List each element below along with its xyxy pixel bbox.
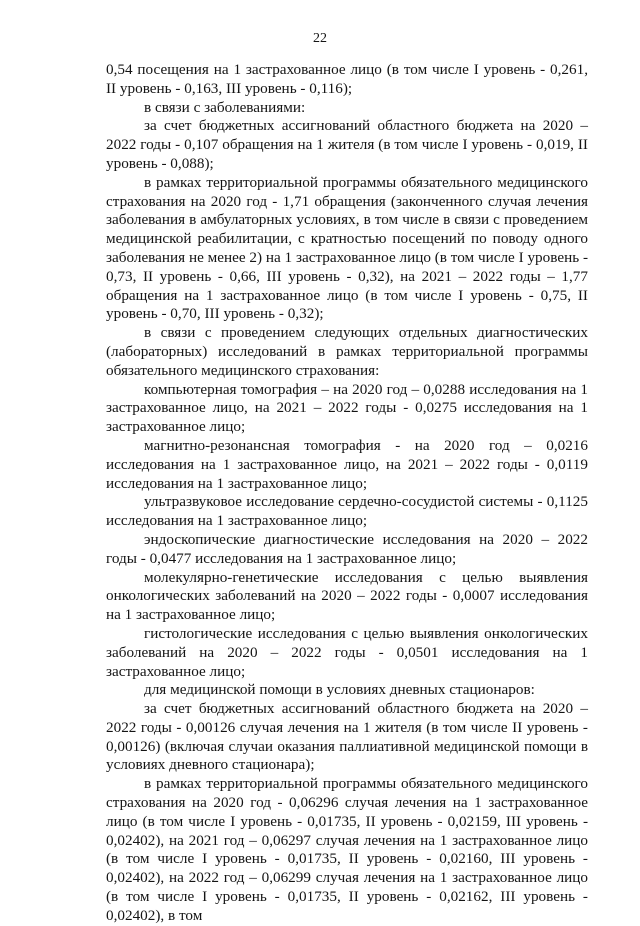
- paragraph-3: за счет бюджетных ассигнований областного бюджета на 2020 – 2022 годы - 0,107 обращения на 1 жителя (в том числе I уровень - 0,019, II уровень - 0,088);: [106, 117, 588, 172]
- paragraph-1: 0,54 посещения на 1 застрахованное лицо (в том числе I уровень - 0,261, II уровень - 0,163, III уровень - 0,116);: [106, 61, 588, 97]
- paragraph-9: эндоскопические диагностические исследования на 2020 – 2022 годы - 0,0477 исследования на 1 застрахованное лицо;: [106, 530, 588, 567]
- paragraph-8: ультразвуковое исследование сердечно-сосудистой системы - 0,1125 исследования на 1 застрахованное лицо;: [106, 493, 588, 530]
- paragraph-14: в рамках территориальной программы обязательного медицинского страхования на 2020 год - 0,06296 случая лечения на 1 застрахованное лицо (в том числе I уровень - 0,01735, II уровень - 0,02159, III уровень - 0,02402), на 2021 год – 0,06297 случая лечения на 1 застрахованное лицо (в том числе I уровень - 0,01735, II уровень - 0,02160, III уровень - 0,02402), на 2022 год – 0,06299 случая лечения на 1 застрахованное лицо (в том числе I уровень - 0,01735, II уровень - 0,02162, III уровень - 0,02402), в том: [106, 775, 588, 924]
- paragraph-6: компьютерная томография – на 2020 год – 0,0288 исследования на 1 застрахованное лицо, на 2021 – 2022 годы - 0,0275 исследования на 1 застрахованное лицо;: [106, 380, 588, 436]
- paragraph-2: в связи с заболеваниями:: [144, 98, 306, 116]
- body-text: [106, 61, 588, 926]
- paragraph-5: в связи с проведением следующих отдельных диагностических (лабораторных) исследований в рамках территориальной программы обязательного медицинского страхования:: [106, 324, 588, 379]
- paragraph-7: магнитно-резонансная томография - на 2020 год – 0,0216 исследования на 1 застрахованное лицо, на 2021 – 2022 годы - 0,0119 исследования на 1 застрахованное лицо;: [106, 436, 588, 492]
- page-number: 22: [313, 31, 327, 46]
- paragraph-11: гистологические исследования с целью выявления онкологических заболеваний на 2020 – 2022 годы - 0,0501 исследования на 1 застрахованное лицо;: [106, 624, 588, 680]
- paragraph-13: за счет бюджетных ассигнований областного бюджета на 2020 – 2022 годы - 0,00126 случая лечения на 1 жителя (в том числе II уровень - 0,00126) (включая случаи оказания паллиативной медицинской помощи в условиях дневного стационара);: [106, 700, 588, 774]
- paragraph-12: для медицинской помощи в условиях дневных стационаров:: [144, 681, 535, 699]
- paragraph-4: в рамках территориальной программы обязательного медицинского страхования на 2020 год - 1,71 обращения (законченного случая лечения заболевания в амбулаторных условиях, в том числе в связи с проведением медицинской реабилитации, с кратностью посещений по поводу одного заболевания не менее 2) на 1 застрахованное лицо (в том числе I уровень - 0,73, II уровень - 0,66, III уровень - 0,32), на 2021 – 2022 годы – 1,77 обращения на 1 застрахованное лицо (в том числе I уровень - 0,75, II уровень - 0,70, III уровень - 0,32);: [106, 173, 588, 323]
- paragraph-10: молекулярно-генетические исследования с целью выявления онкологических заболеваний на 2020 – 2022 годы - 0,0007 исследования на 1 застрахованное лицо;: [106, 568, 588, 624]
